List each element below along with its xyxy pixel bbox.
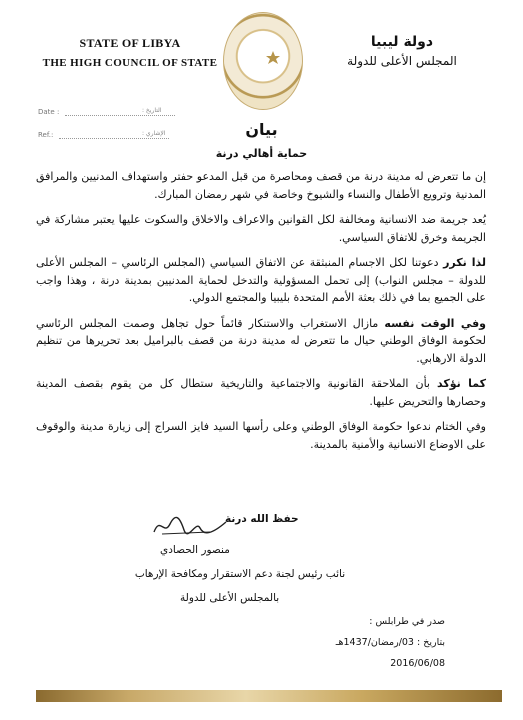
document-title: بيان xyxy=(245,120,278,139)
paragraph-6: وفي الختام ندعوا حكومة الوفاق الوطني وعلى رأسها السيد فايز السراج إلى زيارة مدينة والوقوف على الاوضاع الانسانية والأمنية بالمدينة. xyxy=(36,420,486,451)
handwritten-signature xyxy=(150,512,230,540)
council-name-en: THE HIGH COUNCIL OF STATE xyxy=(42,57,218,69)
footer-gold-bar xyxy=(36,690,502,702)
council-name-ar: المجلس الأعلى للدولة xyxy=(347,54,457,68)
paragraph-2: يُعد جريمة ضد الانسانية ومخالفة لكل القوانين والاعراف والاخلاق والسكوت عليها يعتبر مشاركة في الجريمة وخرق للاتفاق السياسي. xyxy=(36,213,486,244)
hijri-date: بتاريخ : 03/رمضان/1437هـ xyxy=(335,637,445,648)
signatory-council: بالمجلس الأعلى للدولة xyxy=(180,592,280,604)
council-seal-logo xyxy=(223,12,303,110)
paragraph-4-lead: وفي الوقت نفسه xyxy=(384,316,486,330)
statement-body xyxy=(36,168,486,461)
paragraph-3-text: دعوتنا لكل الاجسام المنبثقة عن الاتفاق السياسي (المجلس الرئاسي – المجلس الأعلى للدولة – مجلس النواب) إلى تحمل المسؤولية والتدخل لحماية المدنيين بمدينة درنة ، وهذا واجب على الجميع بما في ذلك بعثة الأمم المتحدة بليبيا والمجتمع الدولي. xyxy=(36,256,486,304)
ref-label: Ref.: xyxy=(38,131,54,139)
state-name-en: STATE OF LIBYA xyxy=(79,36,181,50)
paragraph-3 xyxy=(36,254,486,307)
paragraph-5-lead: كما نؤكد xyxy=(436,377,486,390)
issued-place: صدر في طرابلس : xyxy=(369,616,445,627)
signatory-role: نائب رئيس لجنة دعم الاستقرار ومكافحة الإرهاب xyxy=(134,568,346,580)
closing-line: حفظ الله درنة xyxy=(225,513,299,525)
date-field xyxy=(38,108,175,116)
state-name-ar: دولة ليبيا xyxy=(370,34,434,50)
date-label-ar: التاريخ : xyxy=(142,107,162,114)
signatory-name: منصور الحصادي xyxy=(160,544,230,556)
paragraph-4 xyxy=(36,315,486,368)
paragraph-4-text: مازال الاستغراب والاستنكار قائماً حول تجاهل وصمت المجلس الرئاسي لحكومة الوفاق الوطني حيال ما تتعرض له مدينة درنة من قصف بالبراميل بعد تحريرها من تنظيم الدولة الارهابي. xyxy=(36,316,486,365)
ref-label-ar: الإشاري : xyxy=(142,130,166,137)
paragraph-3-lead: لذا نكرر xyxy=(443,256,486,269)
paragraph-1: إن ما تتعرض له مدينة درنة من قصف ومحاصرة من قبل المدعو حفتر واستهداف المدنيين والمرافق المدنية وترويع الأطفال والنساء والشيوخ وخاصة في شهر رمضان المبارك. xyxy=(36,170,486,201)
header-arabic xyxy=(317,34,487,68)
header-english xyxy=(40,36,220,69)
document-subtitle: حماية أهالي درنة xyxy=(215,147,308,160)
paragraph-5 xyxy=(36,375,486,410)
paragraph-5-text: بأن الملاحقة القانونية والاجتماعية والتاريخية ستطال كل من يقوم بقصف المدينة وحصارها والتحريض عليها. xyxy=(36,377,486,408)
gregorian-date: 2016/06/08 xyxy=(390,658,445,669)
date-label: Date : xyxy=(38,108,60,116)
